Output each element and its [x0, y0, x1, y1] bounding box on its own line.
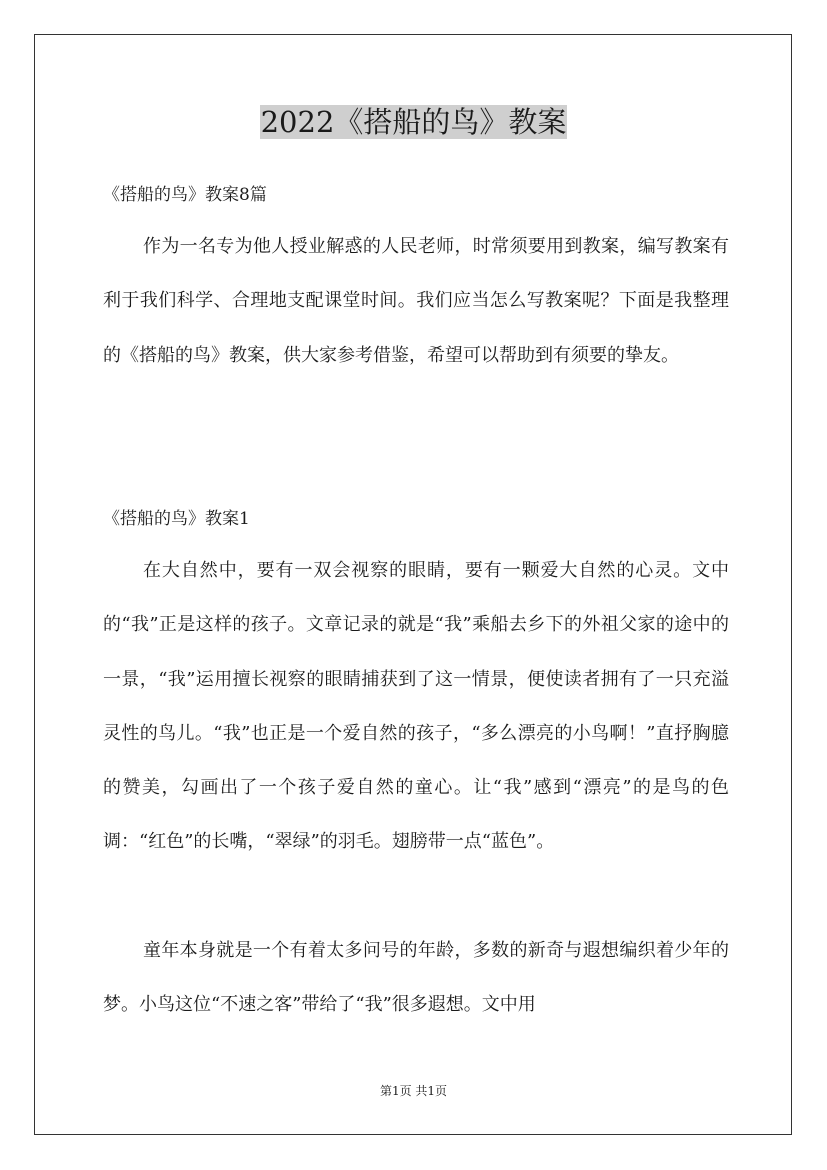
document-subtitle: 《搭船的鸟》教案8篇: [103, 185, 267, 205]
section-heading: 《搭船的鸟》教案1: [103, 509, 250, 529]
document-title-text: 2022《搭船的鸟》教案: [260, 105, 567, 139]
section-paragraph-2: 童年本身就是一个有着太多问号的年龄，多数的新奇与遐想编织着少年的梦。小鸟这位“不速之客”带给了“我”很多遐想。文中用: [103, 940, 729, 1016]
intro-paragraph: 作为一名专为他人授业解惑的人民老师，时常须要用到教案，编写教案有利于我们科学、合理地支配课堂时间。我们应当怎么写教案呢？下面是我整理的《搭船的鸟》教案，供大家参考借鉴，希望可以帮助到有须要的挚友。: [103, 236, 729, 366]
document-title: [0, 100, 827, 144]
section-paragraph-1: 在大自然中，要有一双会视察的眼睛，要有一颗爱大自然的心灵。文中的“我”正是这样的孩子。文章记录的就是“我”乘船去乡下的外祖父家的途中的一景，“我”运用擅长视察的眼睛捕获到了这一情景，便使读者拥有了一只充溢灵性的鸟儿。“我”也正是一个爱自然的孩子，“多么漂亮的小鸟啊！”直抒胸臆的赞美，勾画出了一个孩子爱自然的童心。让“我”感到“漂亮”的是鸟的色调：“红色”的长嘴，“翠绿”的羽毛。翅膀带一点“蓝色”。: [103, 560, 729, 853]
page-footer: 第1页 共1页: [379, 1084, 448, 1098]
